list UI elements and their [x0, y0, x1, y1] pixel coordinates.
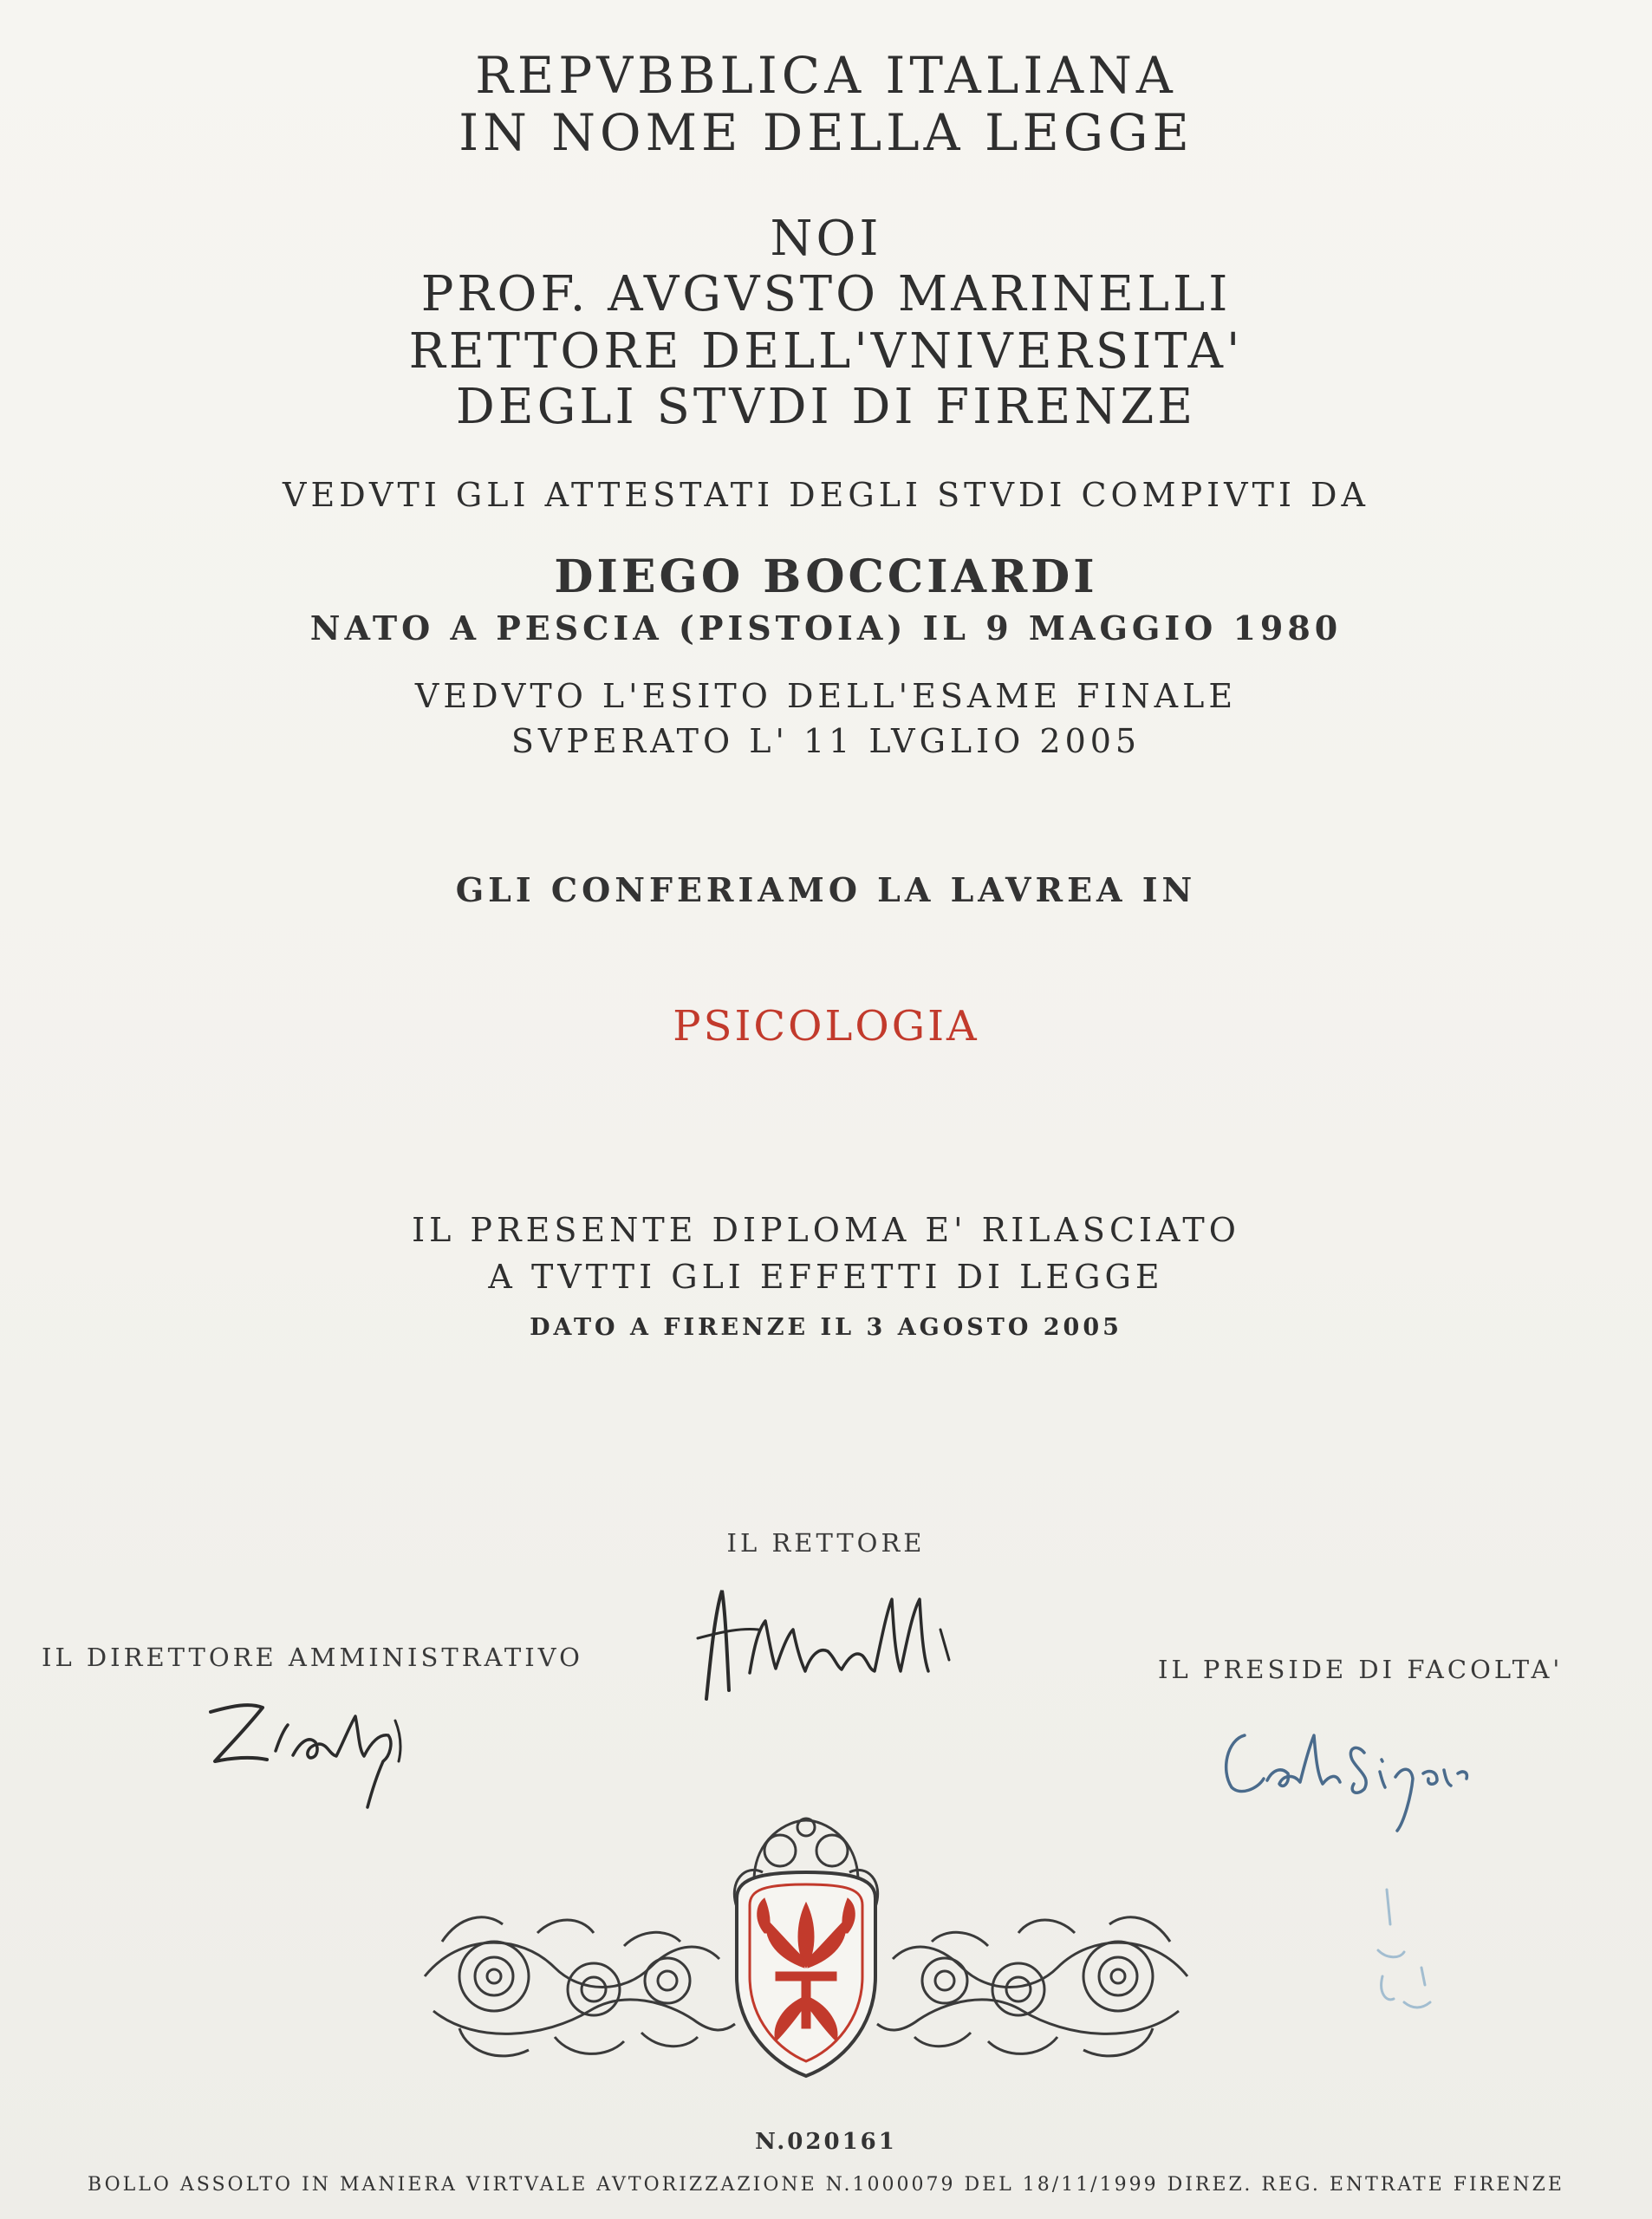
graduate-birth: NATO A PESCIA (PISTOIA) IL 9 MAGGIO 1980 — [309, 608, 1343, 647]
diploma-number: N.020161 — [755, 2129, 897, 2155]
dean-signature — [1210, 1709, 1487, 1839]
director-signature — [198, 1682, 414, 1812]
studies-line: VEDVTI GLI ATTESTATI DEGLI STVDI COMPIVTI DA — [283, 476, 1369, 514]
faint-stamp-mark — [1352, 1872, 1491, 2028]
dean-label: IL PRESIDE DI FACOLTA' — [1158, 1655, 1564, 1684]
issuance-line2: A TVTTI GLI EFFETTI DI LEGGE — [488, 1258, 1164, 1296]
exam-outcome: VEDVTO L'ESITO DELL'ESAME FINALE — [414, 677, 1238, 715]
issuer-rector-name: PROF. AVGVSTO MARINELLI — [420, 266, 1232, 322]
issuer-university: DEGLI STVDI DI FIRENZE — [455, 379, 1197, 435]
exam-date: SVPERATO L' 11 LVGLIO 2005 — [511, 722, 1141, 760]
director-label: IL DIRETTORE AMMINISTRATIVO — [42, 1643, 583, 1672]
conferral-line: GLI CONFERIAMO LA LAVREA IN — [455, 870, 1197, 909]
florence-lily-emblem — [407, 1803, 1205, 2089]
header-republic: REPVBBLICA ITALIANA — [475, 46, 1177, 105]
rector-signature — [689, 1578, 975, 1708]
issuer-rector-title: RETTORE DELL'VNIVERSITA' — [408, 323, 1244, 380]
stamp-authorization: BOLLO ASSOLTO IN MANIERA VIRTVALE AVTORIZZAZIONE N.1000079 DEL 18/11/1999 DIREZ. REG. ENTRATE FIRENZE — [88, 2174, 1564, 2196]
issuance-line1: IL PRESENTE DIPLOMA E' RILASCIATO — [412, 1211, 1240, 1249]
header-law: IN NOME DELLA LEGGE — [459, 103, 1193, 162]
degree-title: PSICOLOGIA — [673, 1002, 979, 1051]
issuance-date: DATO A FIRENZE IL 3 AGOSTO 2005 — [530, 1314, 1122, 1341]
issuer-noi: NOI — [770, 211, 882, 267]
graduate-name: DIEGO BOCCIARDI — [554, 550, 1098, 603]
rector-label: IL RETTORE — [726, 1528, 926, 1558]
